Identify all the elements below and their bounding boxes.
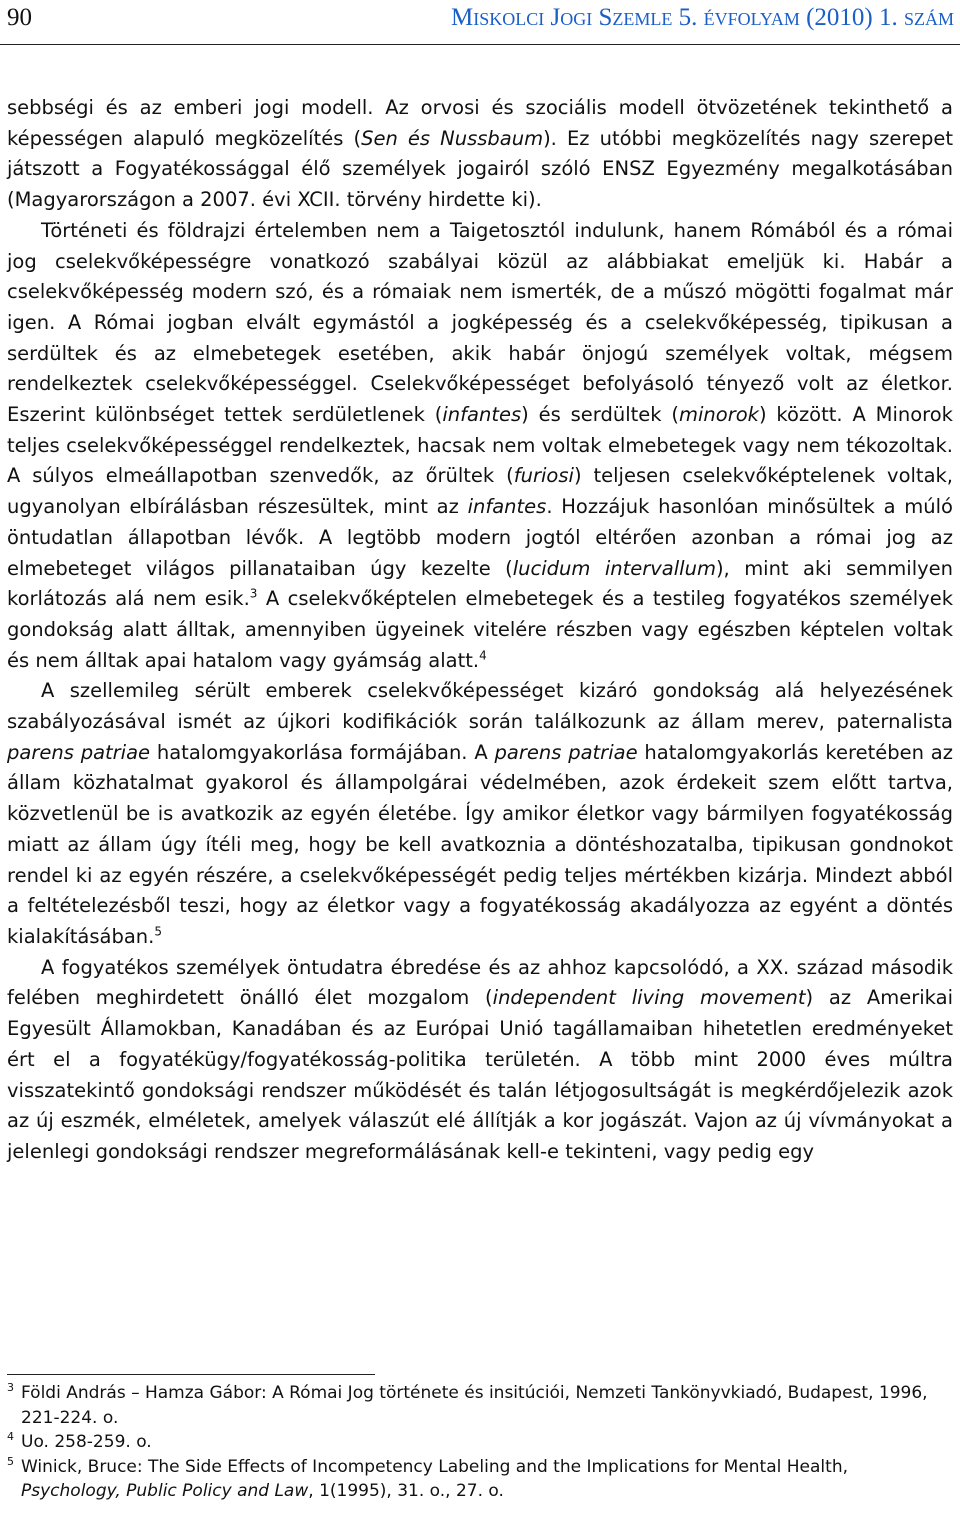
footnote: [7, 1381, 953, 1430]
article-body: [7, 93, 953, 1168]
footnote-text: Uo. 258-259. o.: [21, 1432, 152, 1452]
paragraph: A fogyatékos személyek öntudatra ébredése és az ahhoz kapcsolódó, a XX. század második felében meghirdetett önálló élet mozgalom (independent living movement) az Amerikai Egyesült Államokban, Kanadában és az Európai Unió tagállamaiban hihetetlen eredményeket ért el a fogyatékügy/fogyatékosság-politika területén. A több mint 2000 éves múltra visszatekintő gondoksági rendszer működését és talán létjogosultságát is megkérdőjelezik azok az új eszmék, elméletek, amelyek válaszút elé állítják a kor jogászát. Vajon az új vívmányokat a jelenlegi gondoksági rendszer megreformálásának kell-e tekinteni, vagy pedig egy: [7, 955, 953, 1163]
footnote-text: Földi András – Hamza Gábor: A Római Jog története és insitúciói, Nemzeti Tankönyvkiadó, Budapest, 1996, 221-224. o.: [21, 1383, 928, 1428]
paragraph: Történeti és földrajzi értelemben nem a Taigetosztól indulunk, hanem Rómából és a római jog cselekvőképességre vonatkozó szabályai közül az alábbiakat emeljük ki. Habár a cselekvőképesség modern szó, és a rómaiak nem ismerték, de a műszó mögötti fogalmat már igen. A Római jogban elvált egymástól a jogképesség és a cselekvőképesség, tipikusan a serdültek és az elmebetegek esetében, akik habár önjogú személyek voltak, mégsem rendelkeztek cselekvőképességgel. Cselekvőképességet befolyásoló tényező volt az életkor. Eszerint különbséget tettek serdületlenek (infantes) és serdültek (minorok) között. A Minorok teljes cselekvőképességgel rendelkeztek, hacsak nem voltak elmebetegek vagy nem tékozoltak. A súlyos elmeállapotban szenvedők, az őrültek (furiosi) teljesen cselekvőképtelenek voltak, ugyanolyan elbírálásban részesültek, mint az infantes. Hozzájuk hasonlóan minősültek a múló öntudatlan állapotban lévők. A legtöbb modern jogtól eltérően azonban a római jog az elmebeteget világos pillanataiban úgy kezelte (lucidum intervallum), mint aki semmilyen korlátozás alá nem esik.$^3$ A cselekvőképtelen elmebetegek és a testileg fogyatékos személyek gondokság alatt álltak, amennyiben ügyeinek vitelére részben vagy egészben képtelen voltak és nem álltak apai hatalom vagy gyámság alatt.$^4$: [7, 218, 954, 672]
journal-title: Miskolci Jogi Szemle 5. évfolyam (2010) 1. szám: [451, 4, 954, 31]
page-header: [0, 0, 960, 45]
footnote-separator: [7, 1374, 375, 1375]
footnote: [7, 1430, 953, 1455]
footnote-number: 3: [7, 1381, 14, 1394]
page-number: 90: [7, 4, 32, 31]
paragraph: A szellemileg sérült emberek cselekvőképességet kizáró gondokság alá helyezésének szabályozásával ismét az újkori kodifikációk során találkozunk az állam merev, paternalista parens patriae hatalomgyakorlása formájában. A parens patriae hatalomgyakorlás keretében az állam közhatalmat gyakorol és állampolgárai védelmében, azok érdekeit szem előtt tartva, közvetlenül be is avatkozik az egyén életébe. Így amikor életkor vagy bármilyen fogyatékosság miatt az állam úgy ítéli meg, hogy be kell avatkoznia a döntéshozatalba, tipikusan gondnokot rendel ki az egyén részére, a cselekvőképességét pedig teljes mértékben kizárja. Mindezt abból a feltételezésből teszi, hogy az életkor vagy a fogyatékosság akadályozza az egyént a döntés kialakításában.$^5$: [7, 679, 953, 948]
paragraph: sebbségi és az emberi jogi modell. Az orvosi és szociális modell ötvözetének tekinthető a képességen alapuló megközelítés (Sen és Nussbaum). Ez utóbbi megközelítés nagy szerepet játszott a Fogyatékossággal élő személyek jogairól szóló ENSZ Egyezmény megalkotásában (Magyarországon a 2007. évi XCII. törvény hirdette ki).: [7, 96, 953, 212]
footnotes: [7, 1381, 953, 1504]
footnote: [7, 1455, 953, 1504]
footnote-text: Winick, Bruce: The Side Effects of Incompetency Labeling and the Implications for Mental Health, Psychology, Public Policy and Law, 1(1995), 31. o., 27. o.: [21, 1456, 848, 1501]
footnote-number: 5: [7, 1454, 14, 1468]
footnote-number: 4: [7, 1430, 14, 1443]
